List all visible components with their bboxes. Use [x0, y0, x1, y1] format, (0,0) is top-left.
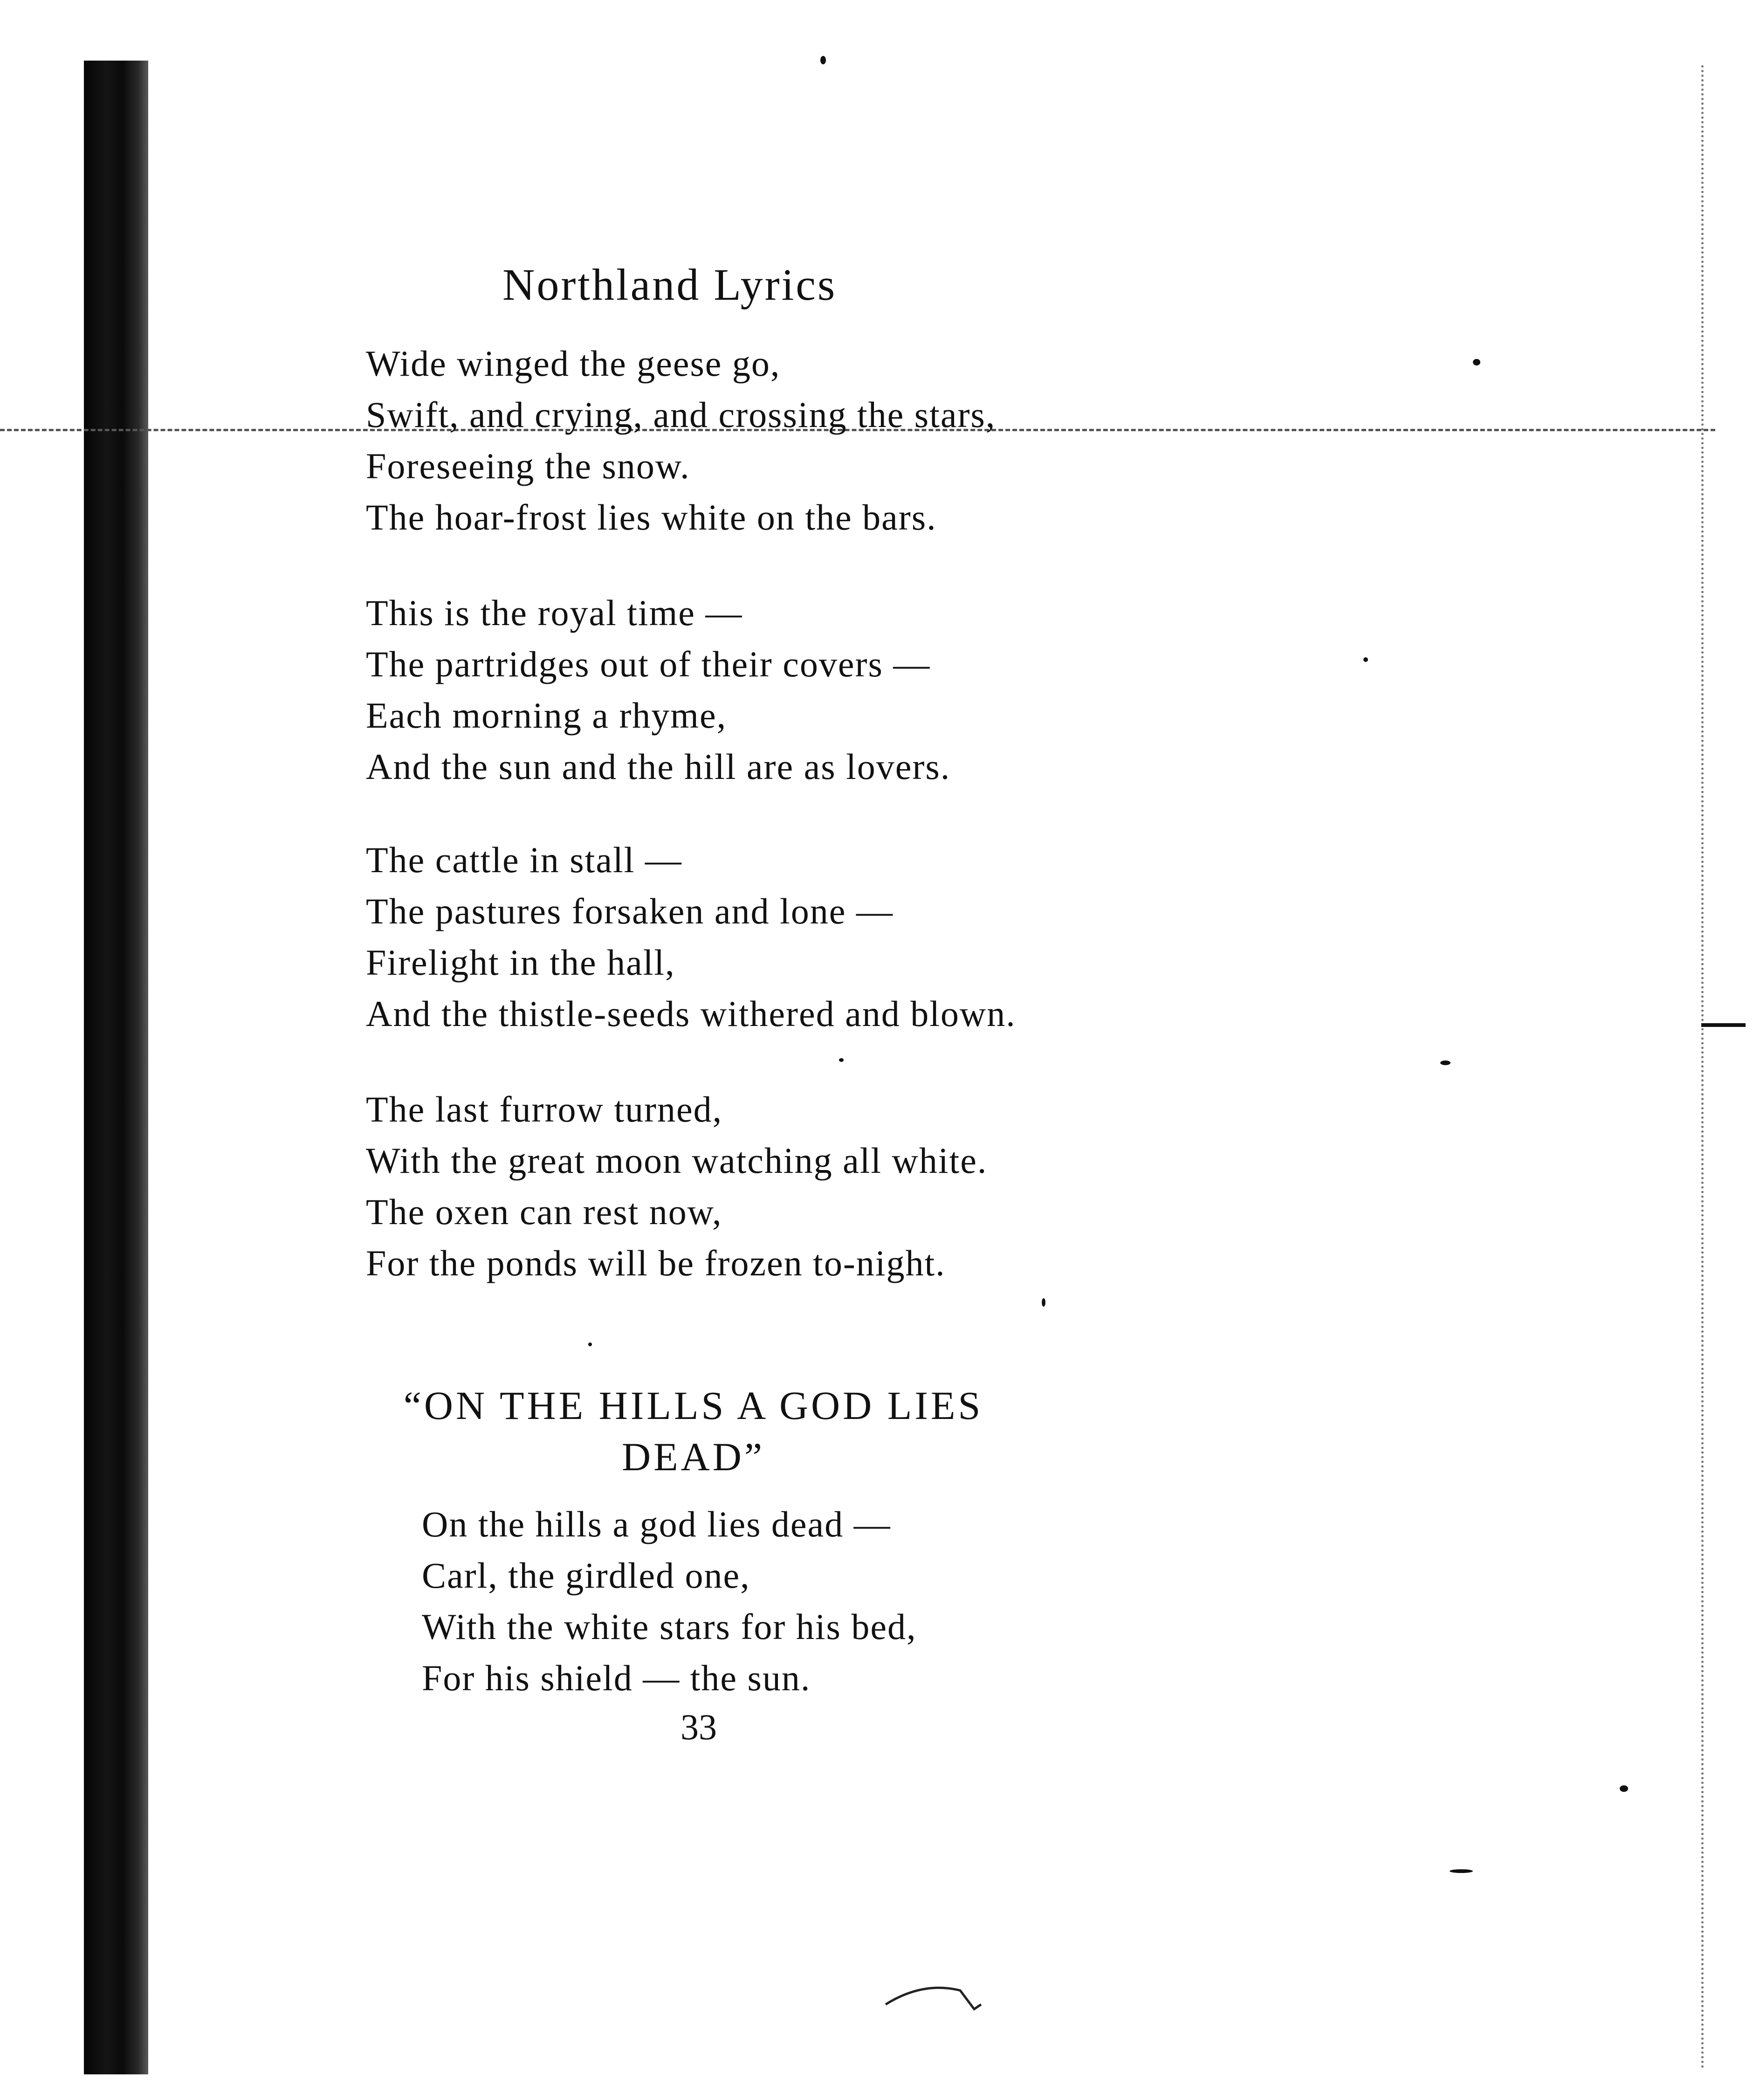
binding-shadow [84, 61, 148, 2074]
poem-title-line: DEAD” [621, 1434, 765, 1479]
stanza [422, 1499, 917, 1704]
page-edge-mark [1701, 1023, 1746, 1027]
poem-title-line: “ON THE HILLS A GOD LIES [403, 1383, 983, 1428]
scan-speck [839, 1058, 844, 1062]
scan-speck [1363, 657, 1368, 662]
verse-line: Foreseeing the snow. [366, 446, 690, 486]
verse-line: The partridges out of their covers — [366, 644, 931, 684]
scan-speck [820, 56, 826, 64]
page-number: 33 [681, 1707, 717, 1747]
page-edge-rule [1701, 65, 1704, 2070]
stanza [366, 834, 1016, 1040]
scan-speck [588, 1343, 592, 1346]
verse-line: The hoar-frost lies white on the bars. [366, 497, 937, 537]
verse-line: Carl, the girdled one, [422, 1555, 750, 1596]
scan-speck [1450, 1869, 1473, 1873]
scan-speck [1042, 1298, 1045, 1307]
verse-line: And the thistle-seeds withered and blown. [366, 993, 1016, 1034]
verse-line: This is the royal time — [366, 592, 743, 633]
verse-line: The pastures forsaken and lone — [366, 891, 894, 931]
verse-line: The last furrow turned, [366, 1089, 723, 1129]
running-head: Northland Lyrics [502, 260, 837, 310]
poem-title [347, 1380, 1039, 1482]
verse-line: With the great moon watching all white. [366, 1140, 988, 1181]
stanza [366, 587, 950, 792]
verse-line: With the white stars for his bed, [422, 1606, 917, 1647]
scan-speck [1473, 359, 1480, 365]
scan-speck [1440, 1060, 1451, 1065]
verse-line: Swift, and crying, and crossing the stars, [366, 394, 996, 435]
verse-line: Wide winged the geese go, [366, 343, 781, 384]
stanza [366, 338, 996, 543]
verse-line: Firelight in the hall, [366, 942, 675, 983]
scan-speck [1620, 1785, 1628, 1792]
verse-line: And the sun and the hill are as lovers. [366, 746, 951, 787]
verse-line: On the hills a god lies dead — [422, 1504, 891, 1544]
verse-line: The cattle in stall — [366, 840, 682, 880]
verse-line: For his shield — the sun. [422, 1658, 811, 1698]
verse-line: For the ponds will be frozen to-night. [366, 1243, 946, 1283]
scan-scribble [881, 1972, 1021, 2028]
stanza [366, 1084, 987, 1289]
verse-line: Each morning a rhyme, [366, 695, 727, 736]
verse-line: The oxen can rest now, [366, 1191, 722, 1232]
